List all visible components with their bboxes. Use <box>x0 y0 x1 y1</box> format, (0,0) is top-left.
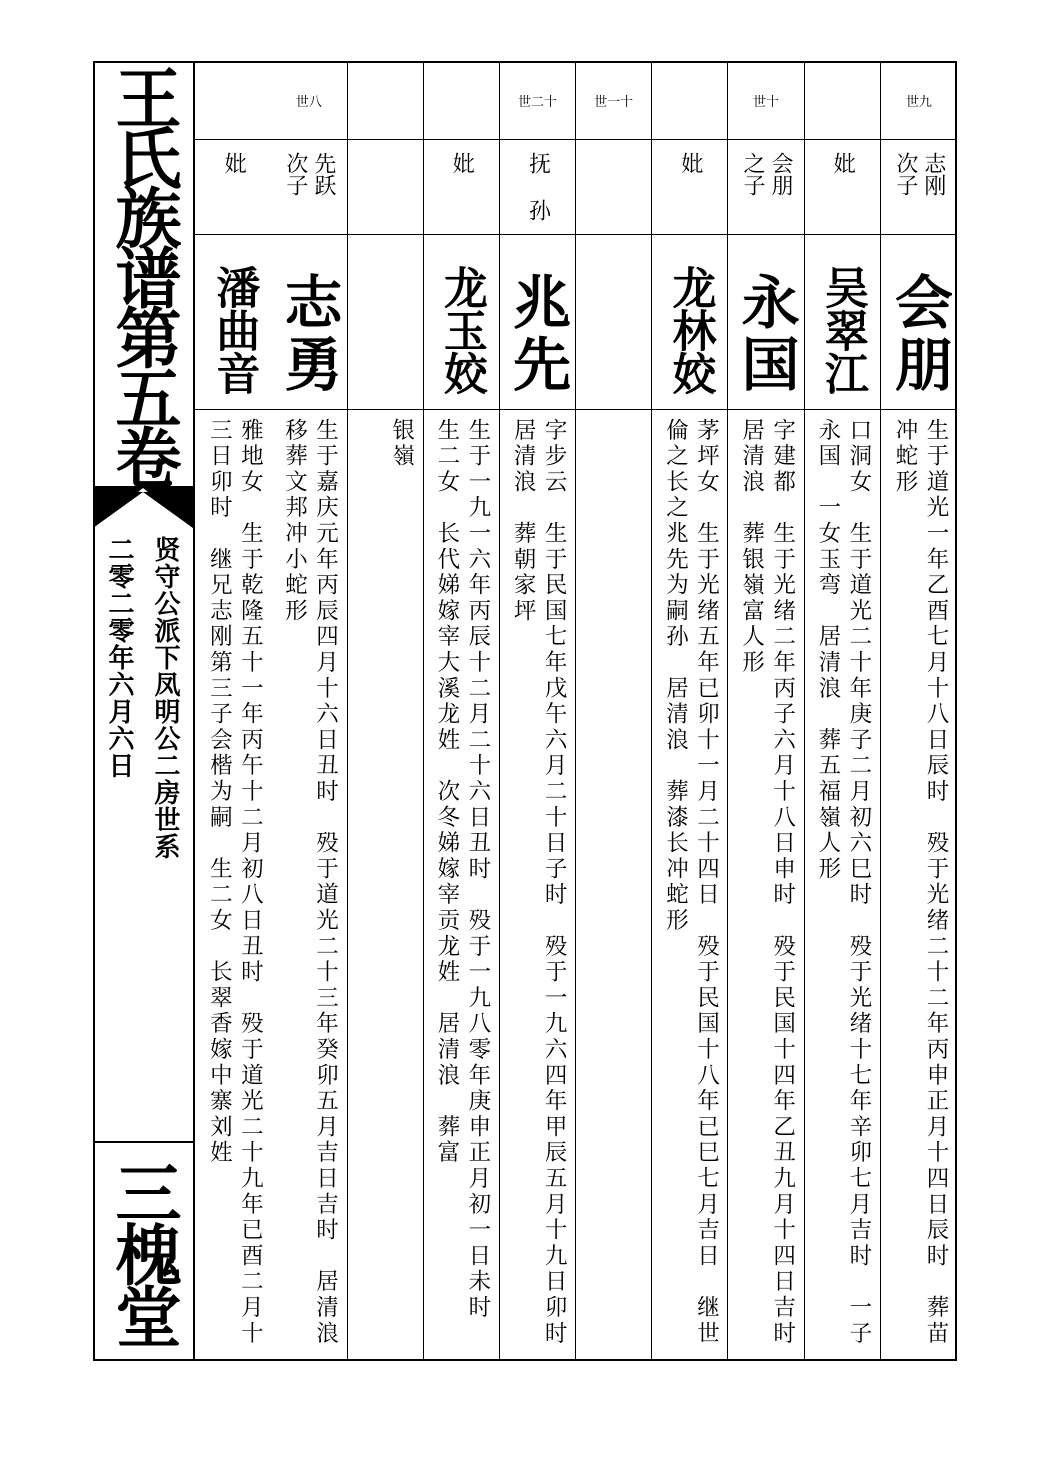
generation-label: 世八 <box>295 95 322 110</box>
relation-label: 抚 孙 <box>525 152 551 221</box>
person-name <box>576 235 651 410</box>
relation-label: 先跃 次子 <box>282 152 336 196</box>
person-column <box>728 61 804 1373</box>
lineage-grid <box>195 61 957 1373</box>
relation-label: 妣 <box>677 152 703 174</box>
biography-text: 字步云 生于民国七年戊午六月二十日子时 殁于一九六四年甲辰五月十九日卯时 居清浪 葬朝家坪 <box>510 418 568 1373</box>
generation-label <box>348 61 423 140</box>
title-band <box>93 61 195 1361</box>
band-subtitle-area <box>93 531 193 1141</box>
person-name: 龙林姣 <box>664 265 716 394</box>
generation-label: 世一十 <box>594 95 634 110</box>
black-wedge-ornament <box>93 488 193 528</box>
lineage-heading: 贤守公派下凤明公二房世系 <box>150 536 180 860</box>
generation-label: 世二十 <box>517 95 557 110</box>
generation-label <box>805 61 880 140</box>
band-divider <box>93 1141 193 1143</box>
compile-date: 二零二零年六月六日 <box>104 536 134 779</box>
book-title: 王氏族谱第五卷 <box>104 63 182 484</box>
biography-text: 茅坪女 生于光绪五年已卯十一月二十四日 殁于民国十八年已巳七月吉日 继世倫之长之兆先为嗣孙 居清浪 葬漆长冲蛇形 <box>662 418 720 1347</box>
generation-label: 世十 <box>753 95 780 110</box>
relation-label: 志刚 次子 <box>892 152 946 196</box>
biography-text: 雅地女 生于乾隆五十一年丙午十二月初八日丑时 殁于道光二十九年已酉二月十三日卯时 继兄志刚第三子会楷为嗣 生二女 长翠香嫁中寨刘姓 <box>206 418 264 1347</box>
biography-text: 字建都 生于光绪二年丙子六月十八日申时 殁于民国十四年乙丑九月十四日吉时 居清浪 葬银嶺富人形 <box>738 418 796 1373</box>
biography-text: 生于嘉庆元年丙辰四月十六日丑时 殁于道光二十三年癸卯五月吉日吉时 居清浪 移葬文邦冲小蛇形 <box>281 418 339 1373</box>
person-name: 潘曲音 <box>208 265 260 394</box>
generation-label <box>424 61 499 140</box>
relation-label: 妣 <box>830 152 856 174</box>
person-column <box>500 61 576 1373</box>
generation-label <box>652 61 727 140</box>
person-name: 志勇 <box>274 271 343 396</box>
person-column <box>576 61 652 1361</box>
hall-name: 三槐堂 <box>104 1159 182 1345</box>
person-name <box>348 235 423 410</box>
person-column <box>805 61 881 1361</box>
person-name: 会朋 <box>885 271 953 396</box>
person-column <box>881 61 957 1361</box>
generation-label <box>195 61 271 140</box>
relation-label: 妣 <box>221 152 247 174</box>
person-name: 兆先 <box>503 271 572 396</box>
biography-text: 银嶺 <box>388 418 415 470</box>
biography-text <box>579 418 645 1353</box>
generation-label: 世九 <box>905 95 932 110</box>
person-column <box>348 61 424 1361</box>
biography-text: 生于道光一年乙酉七月十八日辰时 殁于光绪二十二年丙申正月十四日辰时 葬苗冲蛇形 <box>892 418 949 1347</box>
relation-label: 妣 <box>449 152 475 174</box>
biography-text: 生于一九一六年丙辰十二月二十六日丑时 殁于一九八零年庚申正月初一日未时 生二女 长代娣嫁宰大溪龙姓 次冬娣嫁宰贡龙姓 居清浪 葬富 <box>433 418 491 1347</box>
person-name: 永国 <box>731 271 800 396</box>
genealogy-page <box>93 61 957 1373</box>
person-column <box>271 61 347 1373</box>
relation-label: 会朋 之子 <box>740 152 794 196</box>
person-name: 吴翠江 <box>816 265 868 394</box>
person-column <box>195 61 271 1361</box>
person-column <box>424 61 500 1361</box>
biography-text: 口洞女 生于道光二十年庚子二月初六巳时 殁于光绪十七年辛卯七月吉时 一子永国 一女玉弯 居清浪 葬五福嶺人形 <box>814 418 872 1347</box>
person-name: 龙玉姣 <box>435 265 487 394</box>
person-column <box>652 61 728 1361</box>
